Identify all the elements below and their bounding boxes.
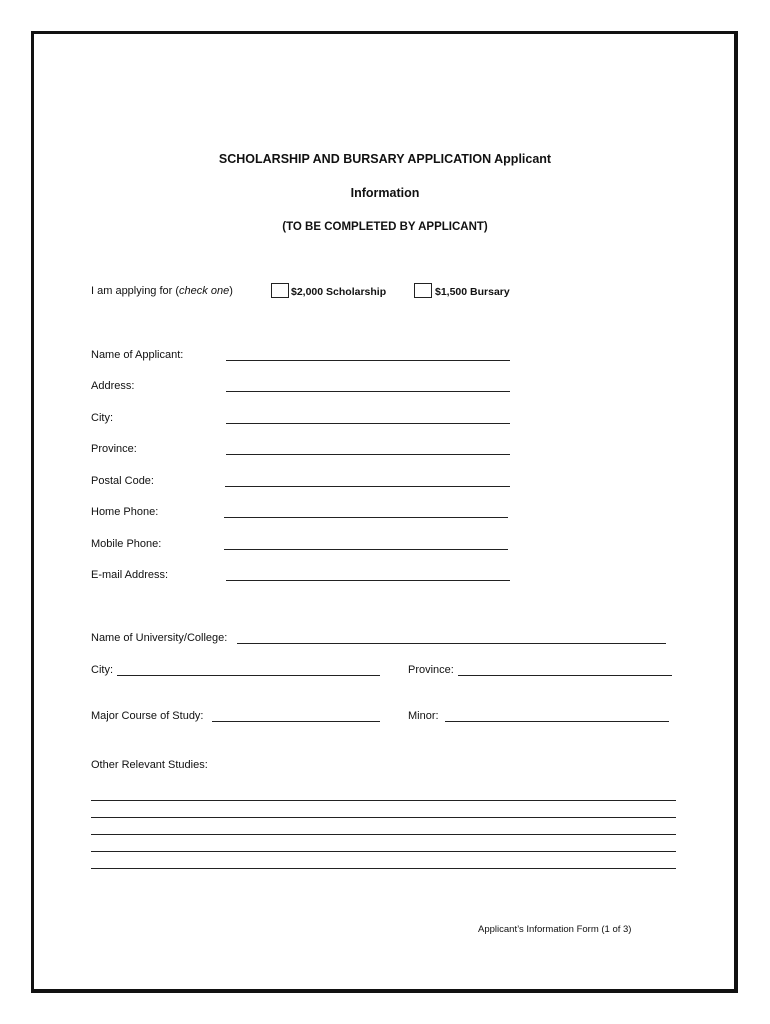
form-footer: Applicant’s Information Form (1 of 3) [478,924,632,935]
other-studies-line[interactable] [91,800,676,801]
applying-prompt-italic: check one [179,285,230,297]
applying-prompt-start: I am applying for ( [91,285,180,297]
form-title-line1: SCHOLARSHIP AND BURSARY APPLICATION Applicant [218,152,552,166]
other-studies-line[interactable] [91,817,676,818]
other-studies-line[interactable] [91,834,676,835]
minor-label: Minor: [408,710,439,722]
university-city-label: City: [91,664,113,676]
address-field[interactable] [226,391,510,392]
mobile-phone-label: Mobile Phone: [91,538,162,550]
email-address-field[interactable] [226,580,510,581]
home-phone-label: Home Phone: [91,506,159,518]
university-city-field[interactable] [117,675,380,676]
bursary-checkbox[interactable] [414,283,432,298]
email-address-label: E-mail Address: [91,569,169,581]
major-course-field[interactable] [212,721,380,722]
home-phone-field[interactable] [224,517,508,518]
university-province-field[interactable] [458,675,672,676]
scholarship-checkbox[interactable] [271,283,289,298]
mobile-phone-field[interactable] [224,549,508,550]
applying-prompt [91,285,233,297]
university-field[interactable] [237,643,666,644]
form-subtitle: (TO BE COMPLETED BY APPLICANT) [282,221,488,233]
minor-field[interactable] [445,721,669,722]
postal-code-label: Postal Code: [91,475,154,487]
name-of-applicant-field[interactable] [226,360,510,361]
province-label: Province: [91,443,137,455]
university-province-label: Province: [408,664,454,676]
bursary-option-label: $1,500 Bursary [435,286,510,298]
applying-prompt-end: ) [229,285,233,297]
scholarship-option-label: $2,000 Scholarship [291,286,387,298]
address-label: Address: [91,380,135,392]
other-studies-line[interactable] [91,868,676,869]
province-field[interactable] [226,454,510,455]
form-title-line2: Information [350,186,420,200]
postal-code-field[interactable] [225,486,510,487]
university-label: Name of University/College: [91,632,228,644]
city-field[interactable] [226,423,510,424]
other-studies-label: Other Relevant Studies: [91,759,208,771]
name-of-applicant-label: Name of Applicant: [91,349,184,361]
city-label: City: [91,412,113,424]
other-studies-line[interactable] [91,851,676,852]
major-course-label: Major Course of Study: [91,710,204,722]
